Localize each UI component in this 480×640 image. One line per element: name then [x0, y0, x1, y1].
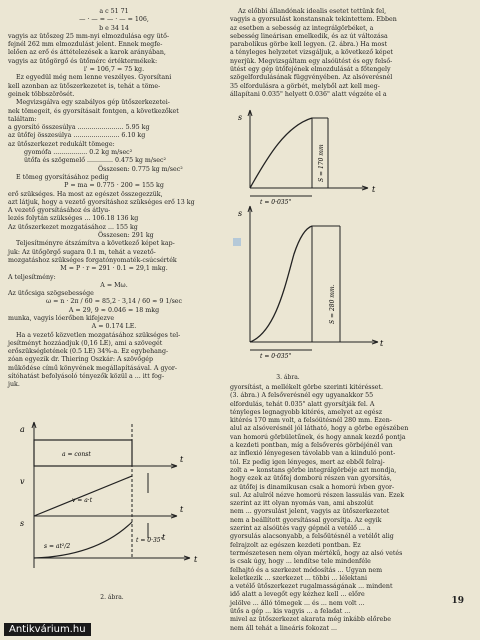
text-line: nem a beállított gyorsítással gyorsítja. Az egyik	[230, 516, 382, 524]
text-line: a tényleges helyzetet vizsgáljuk, a következő képet	[230, 49, 393, 57]
text-line: gyorsulás alacsonyabb, a felsőütésnél a vetélőt alig	[230, 533, 394, 541]
text-line: a kezdeti pontban, míg a felsőverés görbéjénél van	[230, 442, 393, 450]
equation-t: t = 0·035"	[260, 199, 292, 206]
text-line: működése című könyvének megállapításával. A gyor-	[8, 364, 177, 372]
axis-label-t: t	[194, 555, 198, 564]
text-line: Ez egyedül még nem lenne veszélyes. Gyorsítani	[16, 74, 172, 82]
text-line: Megvizsgálva egy szabályos gép ütőszerkezetei-	[16, 99, 170, 107]
text-line: ütést egy gép ütőfejének elmozdulását a főtengely	[230, 66, 391, 74]
left-column	[8, 8, 220, 390]
table-row: Az ütőszerkezet mozgatásához ... 155 kg	[8, 223, 138, 231]
text-line: fejnél 262 mm elmozdulást jelent. Ennek megfe-	[8, 41, 163, 49]
axis-label-t: t	[180, 505, 184, 514]
table-row: lezés folytán szükséges ... 106.18 136 kg	[8, 215, 139, 223]
table-row: A vezető gyorsításához és átlyu-	[8, 207, 111, 215]
formula-ratio	[8, 8, 220, 33]
text-line: 35 elfordulásra a görbét, melyből azt kell meg-	[230, 82, 380, 90]
text-line: kitérés 170 mm volt, a felsóütésnél 280 mm. Ezen-	[230, 417, 392, 425]
text-line: is csak úgy, hogy ... lendítse tele mindenféle	[230, 558, 371, 566]
text-line: mozgatáshoz szükséges forgatónyomaték-csúcsérték	[8, 256, 177, 264]
text-line: jelölve ... álló tömegek ... és ... nem volt ...	[230, 599, 365, 607]
text-line: b e 34 14	[99, 24, 129, 32]
axis-label-a: a	[20, 425, 25, 434]
text-line: nek tömegeit, és gyorsításait fontgen, a következőket	[8, 107, 179, 115]
formula-line: ω = n · 2π / 60 = 85,2 · 3,14 / 60 ≈ 9 1/sec	[45, 298, 183, 306]
text-line: vagyis a gyorsulást konstansnak tekintettem. Ebben	[230, 16, 397, 24]
axis-label-s: s	[20, 519, 25, 528]
axis-label-t: t	[180, 455, 184, 464]
formula-line: M = P · r = 291 · 0.1 = 29,1 mkg.	[60, 265, 168, 273]
text-line: (3. ábra.) A felsőverésnél egy ugyanakkor 55	[230, 392, 374, 400]
text-line: zolt a = konstans görbe integrálgörbéje azt mondja,	[230, 466, 397, 474]
text-line: nyerjük. Megvizsgáltam egy alsóütést és egy felső-	[230, 57, 393, 65]
equation-v: v = a·t	[72, 497, 93, 504]
text-line: parabolikus görbe kell legyen. (2. ábra.) Ha most	[230, 41, 388, 49]
text-line: gyorsítást, a mellékelt görbe szerinti kitérésset.	[230, 384, 384, 391]
equation-t: t = 0·035"	[260, 353, 292, 360]
table-total: Összesen: 0.775 kg m/sec²	[98, 165, 183, 173]
axis-label-v: v	[20, 477, 25, 486]
text-line: állapítani 0.035" helyett 0.036" alatt végzéte el a	[230, 90, 387, 98]
figure-3-caption: 3. ábra.	[276, 374, 300, 381]
page-number: 19	[451, 596, 464, 606]
text-line: nem áll tehát a lineáris fokozat ...	[230, 624, 338, 632]
equation-s-lower: S = 280 mm.	[329, 284, 336, 324]
text-line: azt látjuk, hogy a vezető gyorsításhoz szükséges erő 13 kg	[8, 198, 195, 206]
equation-s: s = at²/2	[44, 543, 71, 550]
text-line: kell azonban az ütőszerkezetet is, tehát a töme-	[8, 82, 161, 90]
table-row: az ütőfej összesúlya ....................... 6.10 kg	[8, 132, 146, 140]
text-line: szerint az alsóütés vagy gépnél a vetélő ... a	[230, 525, 371, 533]
text-line: az ütőfej is dinamikusan csak a homorú ívben gyor-	[230, 483, 395, 491]
text-line: találtam:	[8, 115, 37, 123]
equation-s-upper: S = 170 mm	[318, 144, 325, 182]
text-line: A teljesítmény:	[8, 273, 56, 281]
text-line: erőszükségletének (0.5 LE) 34%-a. Ez egybehang-	[8, 348, 169, 356]
text-line: sebesség lineárisan emelkedik, és az út változása	[230, 32, 388, 40]
text-line: a vetélő ütőszerkezet rugalmasságának ... mindent	[230, 583, 393, 591]
text-line: a c 51 71	[99, 8, 129, 15]
text-line: alul az alsóverésnél jól látható, hogy a görbe egészében	[230, 425, 409, 433]
text-line: ütős a gép ... kis vagyis ... a feladat ...	[230, 608, 351, 616]
text-line: hogy ezek az ütőfej domború részen van gyorsítás,	[230, 475, 392, 483]
text-line: sítóhatást befolyásoló tényezők közül a ... itt fog-	[8, 373, 165, 381]
text-line: erő szükséges. Ha most az egészet összegezzük,	[8, 190, 163, 198]
figure-2	[12, 418, 212, 601]
text-line: lelően az erő és áttételezések a karok arányában,	[8, 49, 166, 57]
formula-line: A = Mω.	[100, 281, 128, 289]
watermark-logo[interactable]: Antikvárium.hu	[4, 623, 91, 636]
figure-2-caption: 2. ábra.	[100, 594, 124, 601]
text-line: szögelfordulásának függvényében. Az alsóverésnél	[230, 74, 393, 82]
axis-label-t: t	[162, 533, 166, 542]
equation-t: t = 0·35"	[136, 537, 164, 544]
text-line: az esetben a sebesség az integrálgörbéket, a	[230, 24, 374, 32]
text-line: természetesen nem olyan mértékű, hogy az alsó vetés	[230, 549, 403, 557]
text-line: juk: Az ütőgörgő sugara 0.1 m, tehát a vezető-	[8, 248, 156, 256]
text-line: az inflexió lényegesen távolabb van a kiinduló pont-	[230, 450, 396, 458]
text-line: sul. Az alulról nézve homorú részen lassulás van. Ezek	[230, 491, 405, 499]
text-line: nem ... gyorsulást jelent, vagyis az ütőszerkezetet	[230, 508, 390, 516]
equation-a: a = const	[62, 451, 91, 458]
text-line: keletkezik ... szerkezet ... többi ... lélektani	[230, 574, 367, 582]
right-column-bottom	[230, 384, 470, 633]
text-line: van homorú görbületűnek, és hogy annak kezdő pontja	[230, 433, 406, 441]
text-line: felhajtó és a szerkezet módosítás ... Ugyan nem	[230, 566, 383, 574]
axis-label-t: t	[372, 185, 376, 194]
text-line: felrajzolt az egészen kezdeti pontban. Ez	[230, 541, 361, 549]
text-line: Ha a vezető közvetlen mozgatásához szükséges tel-	[16, 331, 181, 339]
text-line: E tömeg gyorsításához pedig	[16, 173, 109, 181]
formula-line: P = ma = 0.775 · 200 = 155 kg	[64, 182, 164, 190]
text-line: vagyis az ütőszeg 25 mm-nyi elmozdulása egy ütő-	[8, 32, 170, 40]
table-row: a gyorsító összesúlya ....................... 5.95 kg	[8, 124, 150, 132]
axis-label-t: t	[380, 339, 384, 348]
text-line: vagyis az ütőgörgő és ütőmérc értéktermékek:	[8, 57, 158, 65]
table-total: Összesen: 291 kg	[98, 232, 154, 240]
formula-line: A = 29, 9 ≈ 0.046 = 18 mkg	[68, 306, 160, 314]
formula-line: A = 0.174 LE.	[91, 323, 137, 331]
table-row: ütőfa és szögemelő ............. 0.475 kg m/sec²	[24, 157, 167, 165]
text-line: zóan egyezik dr. Thiering Oszkár: A szövőgép	[8, 356, 154, 364]
table-row: gyomófa ................. 0.2 kg m/sec²	[24, 149, 133, 157]
axis-label-s: s	[238, 209, 243, 218]
text-line: idő alatt a levegőt egy kézhez kell ... előre	[230, 591, 365, 599]
figure-3-diagram	[228, 104, 388, 374]
text-line: mivel az ütőszerkezet akarata még inkább előrebe	[230, 616, 391, 624]
right-column	[230, 8, 470, 99]
text-line: szerint az itt olyan nyomás van, ami abszolút	[230, 500, 374, 508]
text-line: tól. Ez pedig igen lényeges, mert az ebből felraj-	[230, 458, 385, 466]
table-row: az ütőszerkezet redukált tömege:	[8, 140, 115, 148]
figure-2-diagram	[12, 418, 212, 594]
text-line: Az előbbi állandónak idealis esetet tettünk fel,	[238, 8, 387, 15]
text-line: elfordulás, tehát 0.035" alatt gyorsítják fel. A	[230, 400, 375, 408]
text-line: — · — = — · — = 106,	[79, 16, 149, 24]
figure-3	[228, 104, 388, 381]
axis-label-s: s	[238, 113, 243, 122]
text-line: tényleges legnagyobb kitérés, amelyet az egész	[230, 408, 383, 416]
text-line: juk.	[8, 381, 20, 389]
text-line: munka, vagyis lóerőben kifejezve	[8, 314, 115, 322]
formula-line: i' = 106,7 = 75 kg.	[83, 66, 145, 74]
text-line: Az ütőcsiga szögsebessége	[8, 290, 94, 298]
text-line: Teljesítményre átszámítva a következő képet kap-	[16, 240, 175, 248]
text-line: jesítményt hozzáadjuk (0,16 LE), ami a szövegét	[8, 339, 163, 347]
text-line: geinek többszörösét.	[8, 90, 75, 98]
color-swatch	[233, 238, 241, 246]
